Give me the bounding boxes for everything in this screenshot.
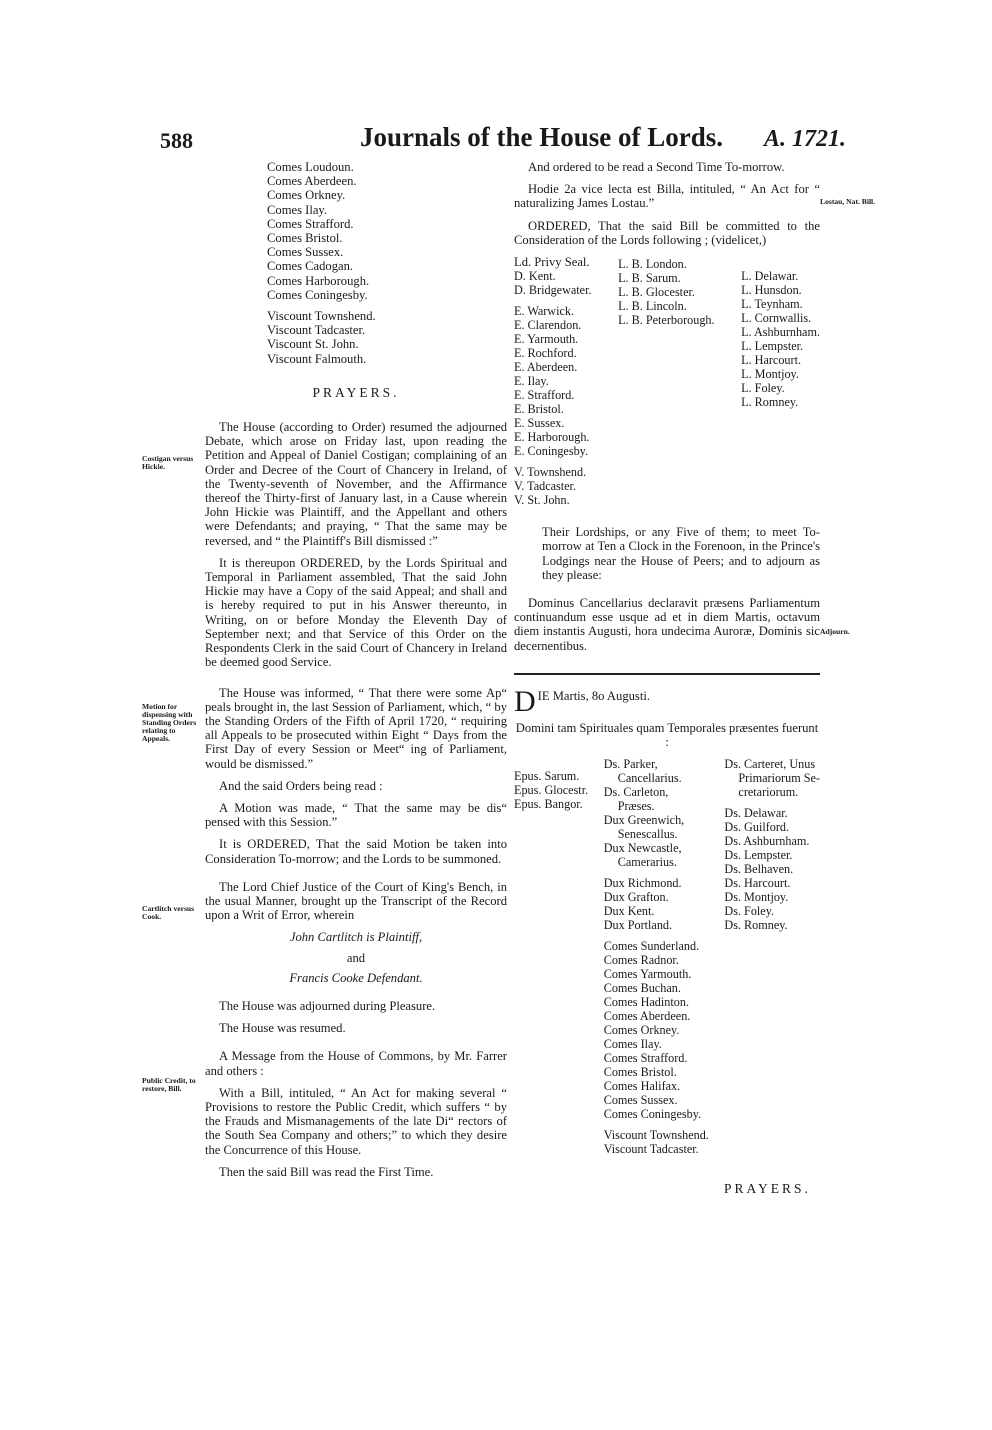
paragraph-first-time: Then the said Bill was read the First Time. — [219, 1164, 434, 1179]
list-item: Epus. Bangor. — [514, 797, 583, 812]
list-item: L. B. Peterborough. — [618, 313, 715, 328]
paragraph-resumed: The House was resumed. — [219, 1021, 346, 1036]
paragraph-second-time: And ordered to be read a Second Time To-morrow. — [528, 160, 785, 174]
list-item: L. Foley. — [741, 381, 785, 396]
list-item: Comes Buchan. — [603, 981, 681, 996]
list-item: E. Strafford. — [514, 388, 575, 403]
present-col-1 — [514, 769, 588, 1156]
die-initial: D — [514, 684, 536, 718]
list-item: Epus. Sarum. — [514, 769, 580, 784]
list-item: L. Teynham. — [741, 297, 803, 312]
list-item: Comes Strafford. — [603, 1051, 688, 1066]
list-item: L. Lempster. — [741, 339, 804, 354]
present-col-3 — [724, 757, 820, 1156]
margin-note-lostau: Lostau, Nat. Bill. — [820, 197, 876, 206]
paragraph-orders-read: And the said Orders being read : — [219, 778, 383, 793]
list-item: Ds. Foley. — [724, 904, 775, 919]
list-item: Dux Portland. — [603, 918, 673, 933]
list-item: L. Montjoy. — [741, 367, 799, 382]
list-item: Dux Greenwich, — [603, 813, 685, 828]
paragraph-committed: ORDERED, That the said Bill be committed to the Consideration of the Lords following ; (videlicet,) — [514, 218, 820, 247]
paragraph-chief-justice: The Lord Chief Justice of the Court of King's Bench, in the usual Manner, brought up the Transcript of the Record upon a Writ of Error, wherein — [205, 879, 507, 923]
present-list — [514, 757, 820, 1156]
list-item: Ds. Delawar. — [724, 806, 788, 821]
list-item: Viscount Tadcaster. — [603, 1142, 699, 1157]
list-item: L. B. Lincoln. — [618, 299, 687, 314]
list-item: Comes Sussex. — [603, 1093, 678, 1108]
plaintiff-line: John Cartlitch is Plaintiff, — [289, 930, 423, 945]
list-item: L. Hunsdon. — [741, 283, 802, 298]
list-item: Viscount Falmouth. — [267, 351, 367, 366]
margin-note-cartlitch: Cartlitch versus Cook. — [142, 904, 195, 921]
paragraph-ordered-motion: It is ORDERED, That the said Motion be taken into Consideration To-morrow; and the Lords to be summoned. — [205, 837, 507, 866]
list-item: L. B. London. — [618, 257, 687, 272]
paragraph-informed: The House was informed, “ That there were some Ap“ peals brought in, the last Session of Parliament, which, “ by the Standing Orders of the Fifth of April 1720, “ requiring all Appeals to be prosecuted within Eight “ Days from the First Day of every Session or Meet“ ing of Parliament, would be dismissed.” — [205, 685, 507, 771]
list-item: L. Cornwallis. — [741, 311, 812, 326]
list-item: Comes Radnor. — [603, 953, 679, 968]
list-item: L. Ashburnham. — [741, 325, 820, 340]
and-line: and — [346, 950, 366, 965]
list-item: Primariorum Se- — [738, 771, 820, 786]
list-item: Cancellarius. — [617, 771, 682, 786]
list-item: Comes Harborough. — [267, 273, 370, 288]
list-item: Comes Coningesby. — [267, 287, 368, 302]
page-year: A. 1721. — [764, 126, 847, 152]
list-item: Comes Cadogan. — [267, 259, 354, 274]
list-item: E. Yarmouth. — [514, 332, 579, 347]
list-item: Ds. Ashburnham. — [724, 834, 810, 849]
paragraph-hodie: Hodie 2a vice lecta est Billa, intituled, “ An Act for “ naturalizing James Lostau.” — [514, 182, 820, 211]
list-item: Ds. Carleton, — [603, 785, 669, 800]
list-item: Comes Coningesby. — [603, 1107, 702, 1122]
list-item: Viscount St. John. — [267, 337, 359, 352]
list-item: Ds. Romney. — [724, 918, 788, 933]
list-item: Comes Bristol. — [603, 1065, 677, 1080]
list-item: Dux Richmond. — [603, 876, 682, 891]
defendant-line: Francis Cooke Defendant. — [289, 970, 423, 985]
list-item: Camerarius. — [617, 855, 677, 870]
list-item: Comes Halifax. — [603, 1079, 681, 1094]
list-item: Præses. — [617, 799, 655, 814]
present-col-2 — [604, 757, 709, 1156]
list-item: L. Romney. — [741, 395, 799, 410]
list-item: E. Warwick. — [514, 304, 575, 319]
list-item: Senescallus. — [617, 827, 678, 842]
right-column — [514, 160, 820, 1196]
paragraph-costigan: The House (according to Order) resumed the adjourned Debate, which arose on Friday last, upon reading the Petition and Appeal of Daniel Costigan; complaining of an Order and Decree of the Court of Chancery in Ireland, of the Twenty-seventh of November, and the Affirmance thereof the Thirty-first of January last, in a Cause wherein John Hickie was Plaintiff, and the Appellant and others were Defendants; and praying, “ That the same may be reversed, and “ the Plaintiff's Bill dismissed :” — [205, 420, 507, 548]
list-item: E. Aberdeen. — [514, 360, 578, 375]
paragraph-message: A Message from the House of Commons, by Mr. Farrer and others : — [205, 1049, 507, 1078]
list-item: V. Townshend. — [514, 465, 587, 480]
list-item: Comes Loudoun. — [267, 160, 354, 174]
list-item: E. Harborough. — [514, 430, 590, 445]
list-item: Ds. Carteret, Unus — [724, 757, 816, 772]
list-item: Ds. Guilford. — [724, 820, 790, 835]
list-item: Epus. Glocestr. — [514, 783, 589, 798]
list-item: D. Bridgewater. — [514, 283, 592, 298]
list-item: Ds. Belhaven. — [724, 862, 794, 877]
paragraph-ordered-appeal: It is thereupon ORDERED, by the Lords Spiritual and Temporal in Parliament assembled, That the said John Hickie may have a Copy of the said Appeal; and shall and is hereby required to put in his Answer thereunto, in Writing, on or before Monday the Eleventh Day of September next; and that Service of this Order on the Respondents Clerk in the said Court of Chancery in Ireland be deemed good Service. — [205, 555, 507, 670]
prayers-heading: PRAYERS. — [312, 384, 400, 400]
list-item: Ds. Harcourt. — [724, 876, 791, 891]
list-item: Dux Grafton. — [603, 890, 669, 905]
list-item: Comes Orkney. — [267, 188, 346, 203]
margin-note-motion: Motion for dispensing with Standing Orders relating to Appeals. — [142, 702, 197, 743]
paragraph-adjourned: The House was adjourned during Pleasure. — [219, 998, 436, 1013]
list-item: Comes Sussex. — [267, 245, 344, 260]
list-item: Viscount Tadcaster. — [267, 323, 366, 338]
section-divider — [514, 673, 820, 675]
paragraph-dominus: Dominus Cancellarius declaravit præsens Parliamentum continuandum esse usque ad et in diem Martis, octavum diem instantis Augusti, hora undecima Auroræ, Dominis sic decernentibus. — [514, 596, 820, 653]
list-item: Comes Aberdeen. — [603, 1009, 691, 1024]
list-item: Comes Hadinton. — [603, 995, 689, 1010]
list-item: L. Harcourt. — [741, 353, 802, 368]
list-item: Ds. Montjoy. — [724, 890, 789, 905]
list-item: Comes Orkney. — [603, 1023, 680, 1038]
margin-note-costigan: Costigan versus Hickie. — [142, 454, 194, 471]
list-item: E. Ilay. — [514, 374, 549, 389]
list-item: Comes Bristol. — [267, 231, 343, 246]
committee-col-3 — [741, 269, 820, 507]
list-item: V. St. John. — [514, 493, 570, 508]
paragraph-lordships: Their Lordships, or any Five of them; to meet To-morrow at Ten a Clock in the Forenoon, in the Prince's Lodgings near the House of Peers; and to adjourn as they please: — [542, 525, 820, 582]
list-item: E. Coningesby. — [514, 444, 589, 459]
die-heading — [514, 684, 820, 718]
list-item: E. Sussex. — [514, 416, 565, 431]
list-item: Ds. Lempster. — [724, 848, 793, 863]
list-item: V. Tadcaster. — [514, 479, 576, 494]
paragraph-with-bill: With a Bill, intituled, “ An Act for making several “ Provisions to restore the Public Credit, which suffers “ by the Frauds and Mismanagements of the late Di“ rectors of the South Sea Company and others;” to which they desire the Concurrence of this House. — [205, 1085, 507, 1157]
list-item: Comes Yarmouth. — [603, 967, 692, 982]
committee-col-1 — [514, 269, 592, 507]
list-item: Comes Ilay. — [603, 1037, 662, 1052]
list-item: Viscount Townshend. — [267, 309, 376, 324]
page-title: Journals of the House of Lords. — [360, 122, 724, 152]
paragraph-motion-made: A Motion was made, “ That the same may be dis“ pensed with this Session.” — [205, 800, 507, 830]
comites-list — [205, 160, 507, 366]
list-item: Comes Sunderland. — [603, 939, 700, 954]
list-item: L. Delawar. — [741, 269, 799, 284]
list-item: Comes Ilay. — [267, 202, 328, 217]
committee-col-2 — [618, 257, 714, 507]
privy-seal: Ld. Privy Seal. — [514, 255, 590, 270]
page-number: 588 — [160, 128, 193, 153]
die-text: IE Martis, 8o Augusti. — [537, 688, 650, 703]
list-item: E. Bristol. — [514, 402, 564, 417]
list-item: E. Rochford. — [514, 346, 577, 361]
margin-note-adjourn: Adjourn. — [820, 627, 850, 636]
prayers-heading-right: PRAYERS. — [724, 1181, 811, 1197]
list-item: E. Clarendon. — [514, 318, 582, 333]
list-item: Dux Newcastle, — [603, 841, 682, 856]
list-item: Comes Aberdeen. — [267, 174, 357, 189]
list-item: L. B. Sarum. — [618, 271, 681, 286]
list-item: L. B. Glocester. — [618, 285, 695, 300]
list-item: Ds. Parker, — [603, 757, 658, 772]
list-item: D. Kent. — [514, 269, 556, 284]
margin-note-credit: Public Credit, to restore, Bill. — [142, 1076, 196, 1093]
paragraph-domini: Domini tam Spirituales quam Temporales præsentes fuerunt : — [515, 720, 819, 750]
list-item: Viscount Townshend. — [603, 1128, 709, 1143]
list-item: cretariorum. — [738, 785, 799, 800]
list-item: Comes Strafford. — [267, 216, 354, 231]
list-item: Dux Kent. — [603, 904, 655, 919]
left-column — [205, 160, 507, 1187]
